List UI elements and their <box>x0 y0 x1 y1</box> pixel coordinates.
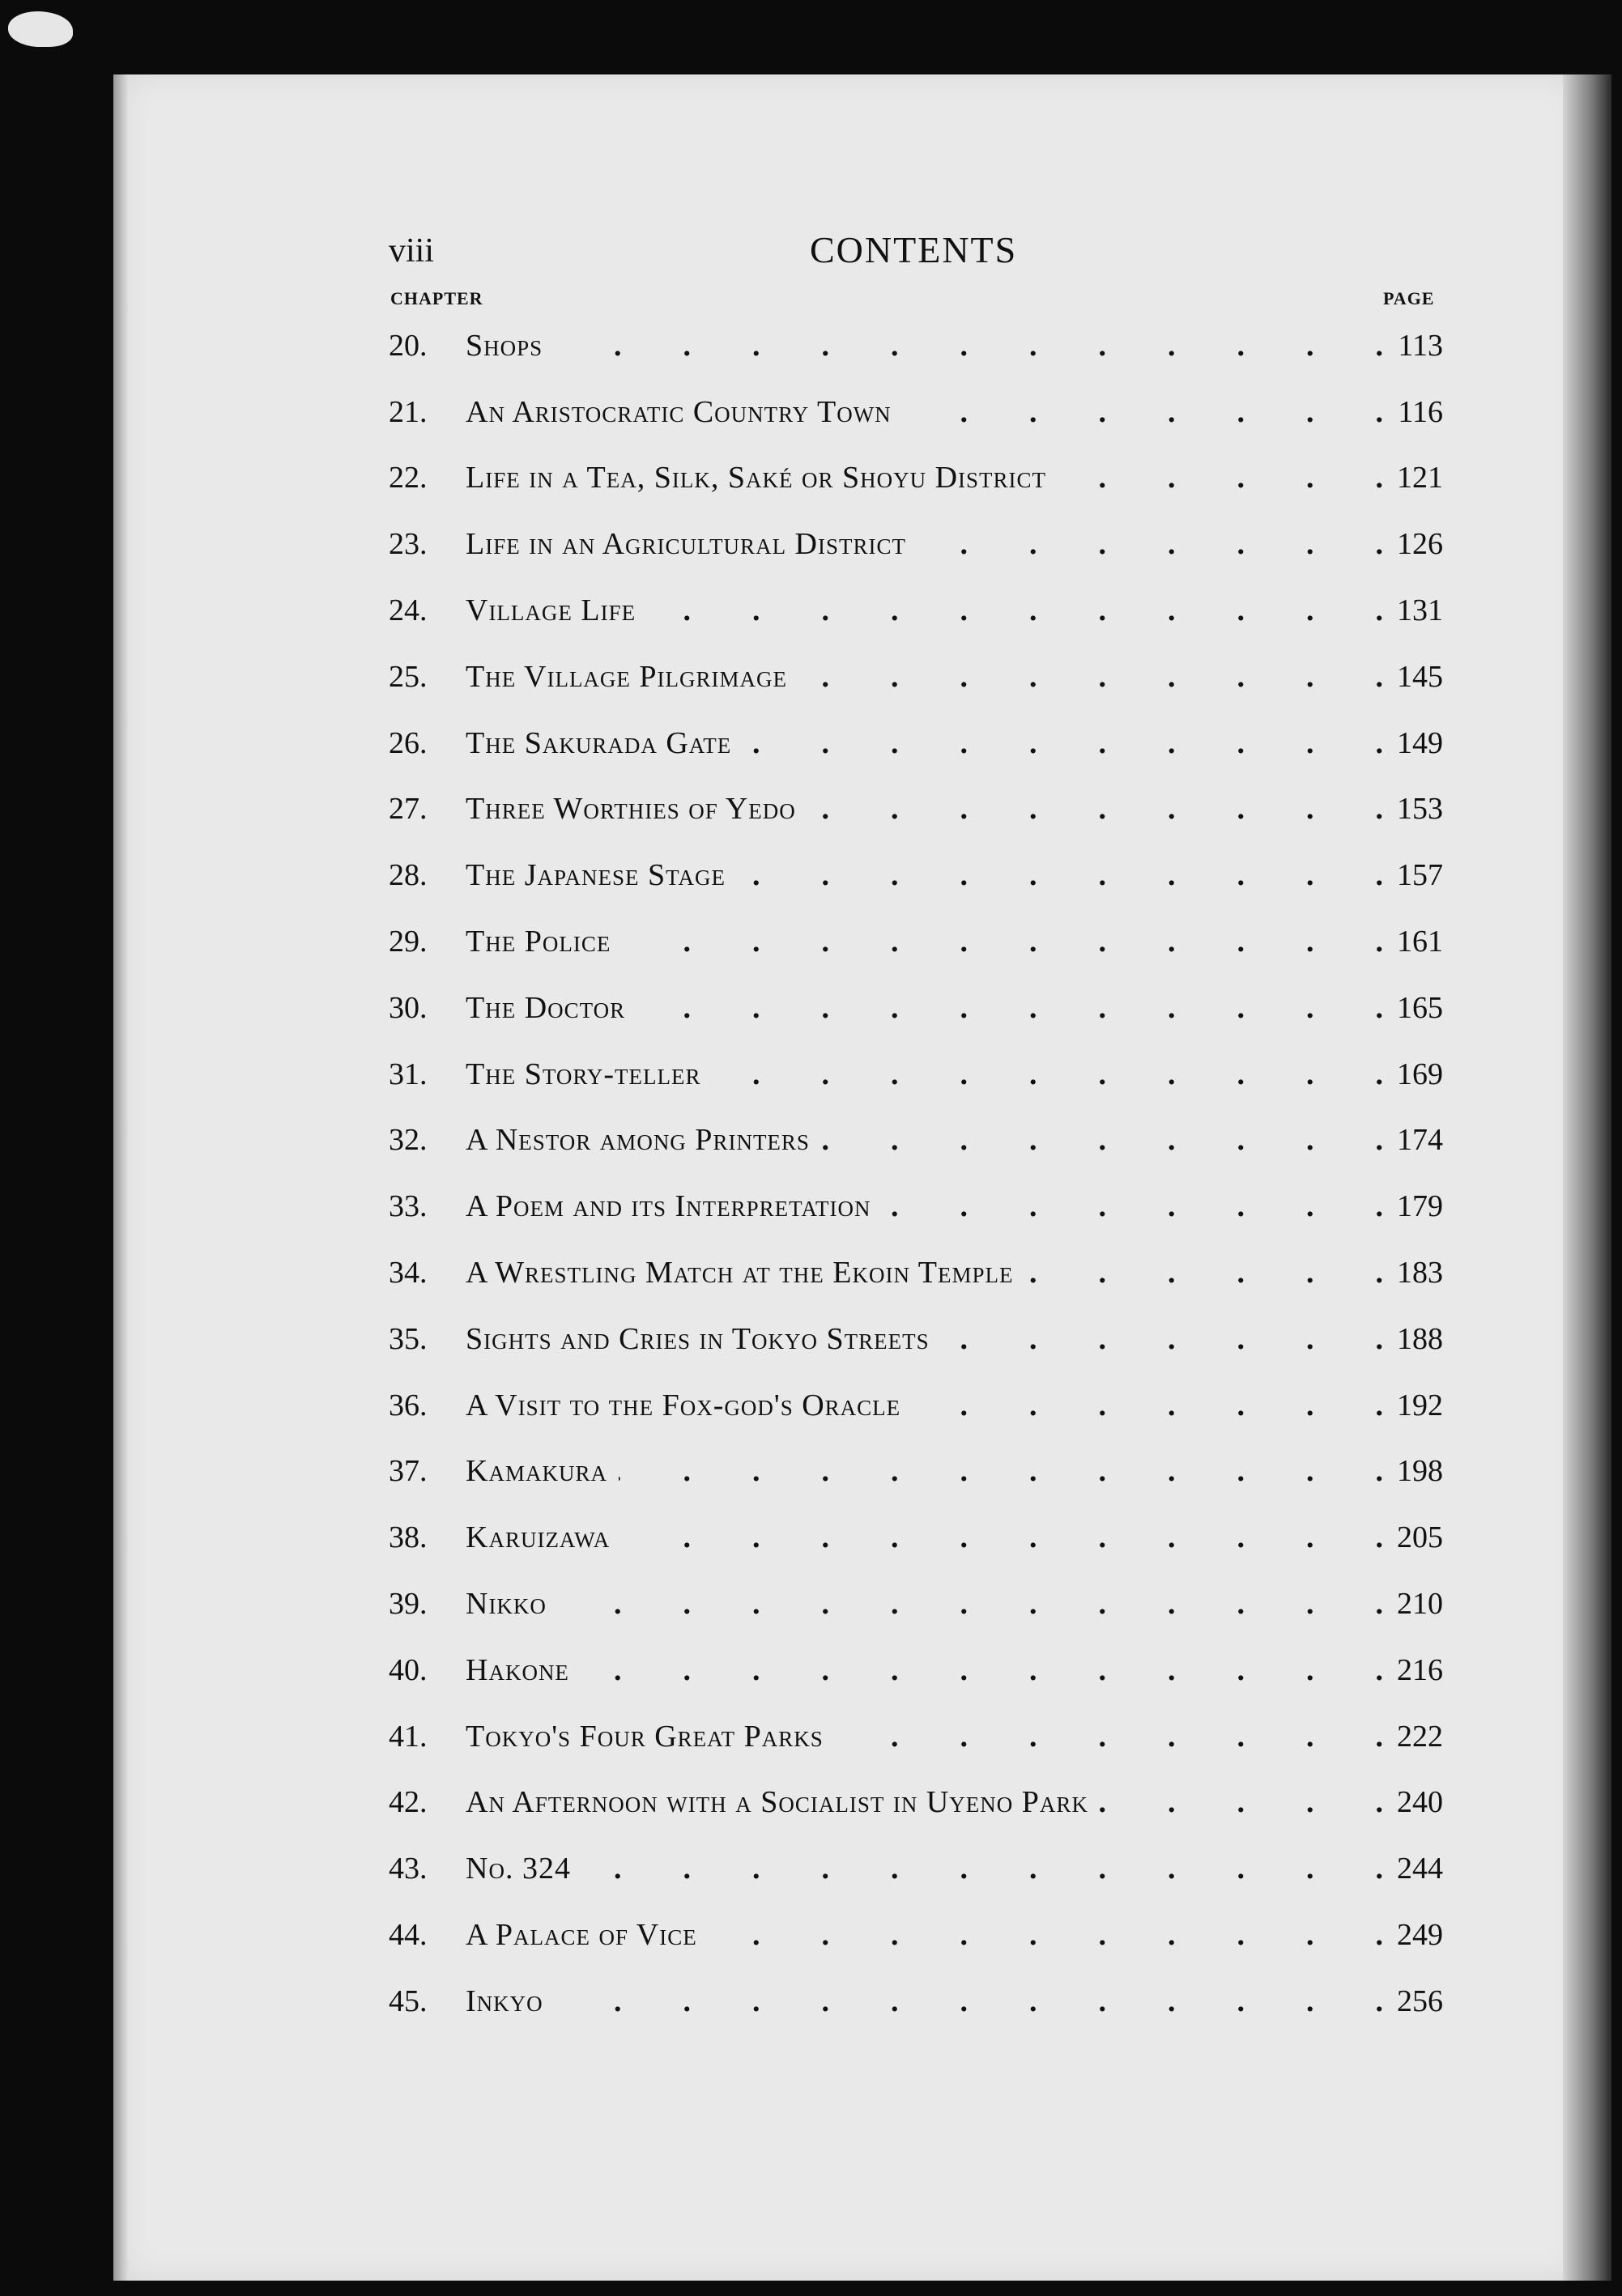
toc-row <box>389 1504 1443 1571</box>
toc-row <box>389 1902 1443 1968</box>
chapter-title: The Doctor <box>466 990 626 1025</box>
dot-leader <box>882 1188 1383 1224</box>
dot-leader <box>917 526 1383 562</box>
chapter-number: 27. <box>389 792 428 827</box>
page-number: 216 <box>1397 1652 1443 1687</box>
toc-row <box>389 379 1443 445</box>
chapter-title: Shops <box>466 328 543 363</box>
chapter-title: An Aristocratic Country Town <box>466 394 892 429</box>
page-number: 149 <box>1397 725 1443 760</box>
chapter-number: 23. <box>389 527 428 562</box>
dot-leader <box>709 1917 1383 1953</box>
toc-row <box>389 710 1443 776</box>
toc-row <box>389 445 1443 512</box>
table-of-contents <box>389 313 1443 2035</box>
dot-leader <box>582 1851 1383 1886</box>
dot-leader <box>555 1983 1383 2019</box>
dot-leader <box>798 659 1383 695</box>
dot-leader <box>821 1122 1383 1158</box>
page-edge-left <box>113 74 128 2281</box>
toc-row <box>389 1835 1443 1902</box>
chapter-number: 36. <box>389 1388 428 1422</box>
page-number: 205 <box>1397 1520 1443 1555</box>
page-number: 121 <box>1397 461 1443 495</box>
toc-row <box>389 1306 1443 1372</box>
dot-leader <box>622 924 1383 959</box>
chapter-title: The Village Pilgrimage <box>466 659 788 694</box>
dot-leader <box>737 857 1383 893</box>
dot-leader <box>581 1652 1383 1688</box>
dot-leader <box>1100 1784 1383 1820</box>
chapter-number: 33. <box>389 1189 428 1224</box>
dot-leader <box>941 1321 1383 1357</box>
chapter-title: An Afternoon with a Socialist in Uyeno Park <box>466 1785 1088 1820</box>
toc-row <box>389 1173 1443 1239</box>
page-number: 174 <box>1397 1123 1443 1158</box>
toc-row <box>389 1372 1443 1439</box>
chapter-number: 29. <box>389 925 428 959</box>
toc-row <box>389 577 1443 644</box>
chapter-number: 41. <box>389 1719 428 1754</box>
page-number: 244 <box>1397 1852 1443 1886</box>
toc-row <box>389 1041 1443 1108</box>
page-number: 161 <box>1397 925 1443 959</box>
dot-leader <box>558 1586 1383 1622</box>
chapter-number: 43. <box>389 1852 428 1886</box>
chapter-number: 26. <box>389 725 428 760</box>
chapter-number: 28. <box>389 858 428 893</box>
page-folio: viii <box>389 232 435 270</box>
chapter-title: Sights and Cries in Tokyo Streets <box>466 1321 930 1356</box>
toc-row <box>389 1239 1443 1306</box>
page-number: 192 <box>1397 1388 1443 1422</box>
page-number: 157 <box>1397 858 1443 893</box>
toc-row <box>389 1108 1443 1174</box>
chapter-title: Hakone <box>466 1652 569 1687</box>
chapter-number: 35. <box>389 1321 428 1356</box>
dot-leader <box>621 1520 1383 1555</box>
chapter-title: A Wrestling Match at the Ekoin Temple <box>466 1256 1014 1290</box>
chapter-number: 39. <box>389 1587 428 1622</box>
page-edge-right <box>1563 74 1611 2281</box>
chapter-number: 30. <box>389 990 428 1025</box>
chapter-column-label: CHAPTER <box>390 288 483 308</box>
dot-leader <box>1058 460 1383 495</box>
dot-leader <box>903 394 1383 430</box>
chapter-number: 44. <box>389 1918 428 1953</box>
toc-row <box>389 908 1443 975</box>
toc-row <box>389 842 1443 908</box>
page-number: 179 <box>1397 1189 1443 1224</box>
chapter-title: Tokyo's Four Great Parks <box>466 1719 824 1754</box>
page-number: 116 <box>1398 394 1443 429</box>
dot-leader <box>647 593 1383 628</box>
toc-row <box>389 975 1443 1041</box>
chapter-title: A Visit to the Fox-god's Oracle <box>466 1388 901 1422</box>
toc-row <box>389 776 1443 843</box>
page-title: CONTENTS <box>810 229 1018 270</box>
chapter-title: The Japanese Stage <box>466 858 726 893</box>
chapter-title: No. 324 <box>466 1852 571 1886</box>
toc-row <box>389 1637 1443 1703</box>
dot-leader <box>743 725 1383 761</box>
chapter-title: A Nestor among Printers <box>466 1123 810 1158</box>
dot-leader <box>807 791 1383 827</box>
chapter-number: 40. <box>389 1652 428 1687</box>
chapter-number: 20. <box>389 328 428 363</box>
chapter-number: 31. <box>389 1057 428 1091</box>
toc-row <box>389 1770 1443 1836</box>
chapter-number: 21. <box>389 394 428 429</box>
dot-leader <box>554 328 1383 364</box>
page-number: 169 <box>1397 1057 1443 1091</box>
page-number: 256 <box>1397 1983 1443 2018</box>
toc-row <box>389 1968 1443 2035</box>
dot-leader <box>636 990 1383 1026</box>
page-number: 126 <box>1397 527 1443 562</box>
chapter-title: The Police <box>466 925 611 959</box>
chapter-title: Nikko <box>466 1587 547 1622</box>
page-number: 240 <box>1397 1785 1443 1820</box>
dot-leader <box>619 1453 1383 1489</box>
page-number: 249 <box>1397 1918 1443 1953</box>
page-number: 145 <box>1397 659 1443 694</box>
chapter-title: A Poem and its Interpretation <box>466 1189 871 1224</box>
page-header <box>389 225 1441 282</box>
chapter-title: Village Life <box>466 593 636 628</box>
chapter-title: Life in an Agricultural District <box>466 527 906 562</box>
page-number: 210 <box>1397 1587 1443 1622</box>
chapter-title: The Story-teller <box>466 1057 701 1091</box>
chapter-number: 22. <box>389 461 428 495</box>
page-number: 113 <box>1398 328 1443 363</box>
chapter-number: 32. <box>389 1123 428 1158</box>
scan-speck <box>8 11 73 47</box>
toc-row <box>389 1571 1443 1637</box>
toc-row <box>389 511 1443 577</box>
page-number: 183 <box>1397 1256 1443 1290</box>
page-number: 131 <box>1397 593 1443 628</box>
chapter-number: 38. <box>389 1520 428 1555</box>
dot-leader <box>835 1719 1383 1754</box>
chapter-title: A Palace of Vice <box>466 1918 697 1953</box>
page-number: 153 <box>1397 792 1443 827</box>
chapter-title: Life in a Tea, Silk, Saké or Shoyu District <box>466 461 1047 495</box>
chapter-title: Inkyo <box>466 1983 543 2018</box>
chapter-number: 42. <box>389 1785 428 1820</box>
dot-leader <box>912 1388 1383 1423</box>
page-number: 198 <box>1397 1454 1443 1489</box>
page-column-label: PAGE <box>1383 288 1435 308</box>
chapter-number: 24. <box>389 593 428 628</box>
chapter-title: Three Worthies of Yedo <box>466 792 796 827</box>
toc-row <box>389 1703 1443 1770</box>
chapter-title: The Sakurada Gate <box>466 725 732 760</box>
chapter-title: Karuizawa <box>466 1520 611 1555</box>
chapter-number: 37. <box>389 1454 428 1489</box>
page-number: 188 <box>1397 1321 1443 1356</box>
page-number: 165 <box>1397 990 1443 1025</box>
chapter-number: 34. <box>389 1256 428 1290</box>
chapter-number: 25. <box>389 659 428 694</box>
chapter-number: 45. <box>389 1983 428 2018</box>
page-number: 222 <box>1397 1719 1443 1754</box>
dot-leader <box>1025 1255 1383 1290</box>
toc-row <box>389 313 1443 379</box>
chapter-title: Kamakura <box>466 1454 607 1489</box>
dot-leader <box>712 1057 1383 1092</box>
toc-row <box>389 644 1443 710</box>
toc-row <box>389 1439 1443 1505</box>
